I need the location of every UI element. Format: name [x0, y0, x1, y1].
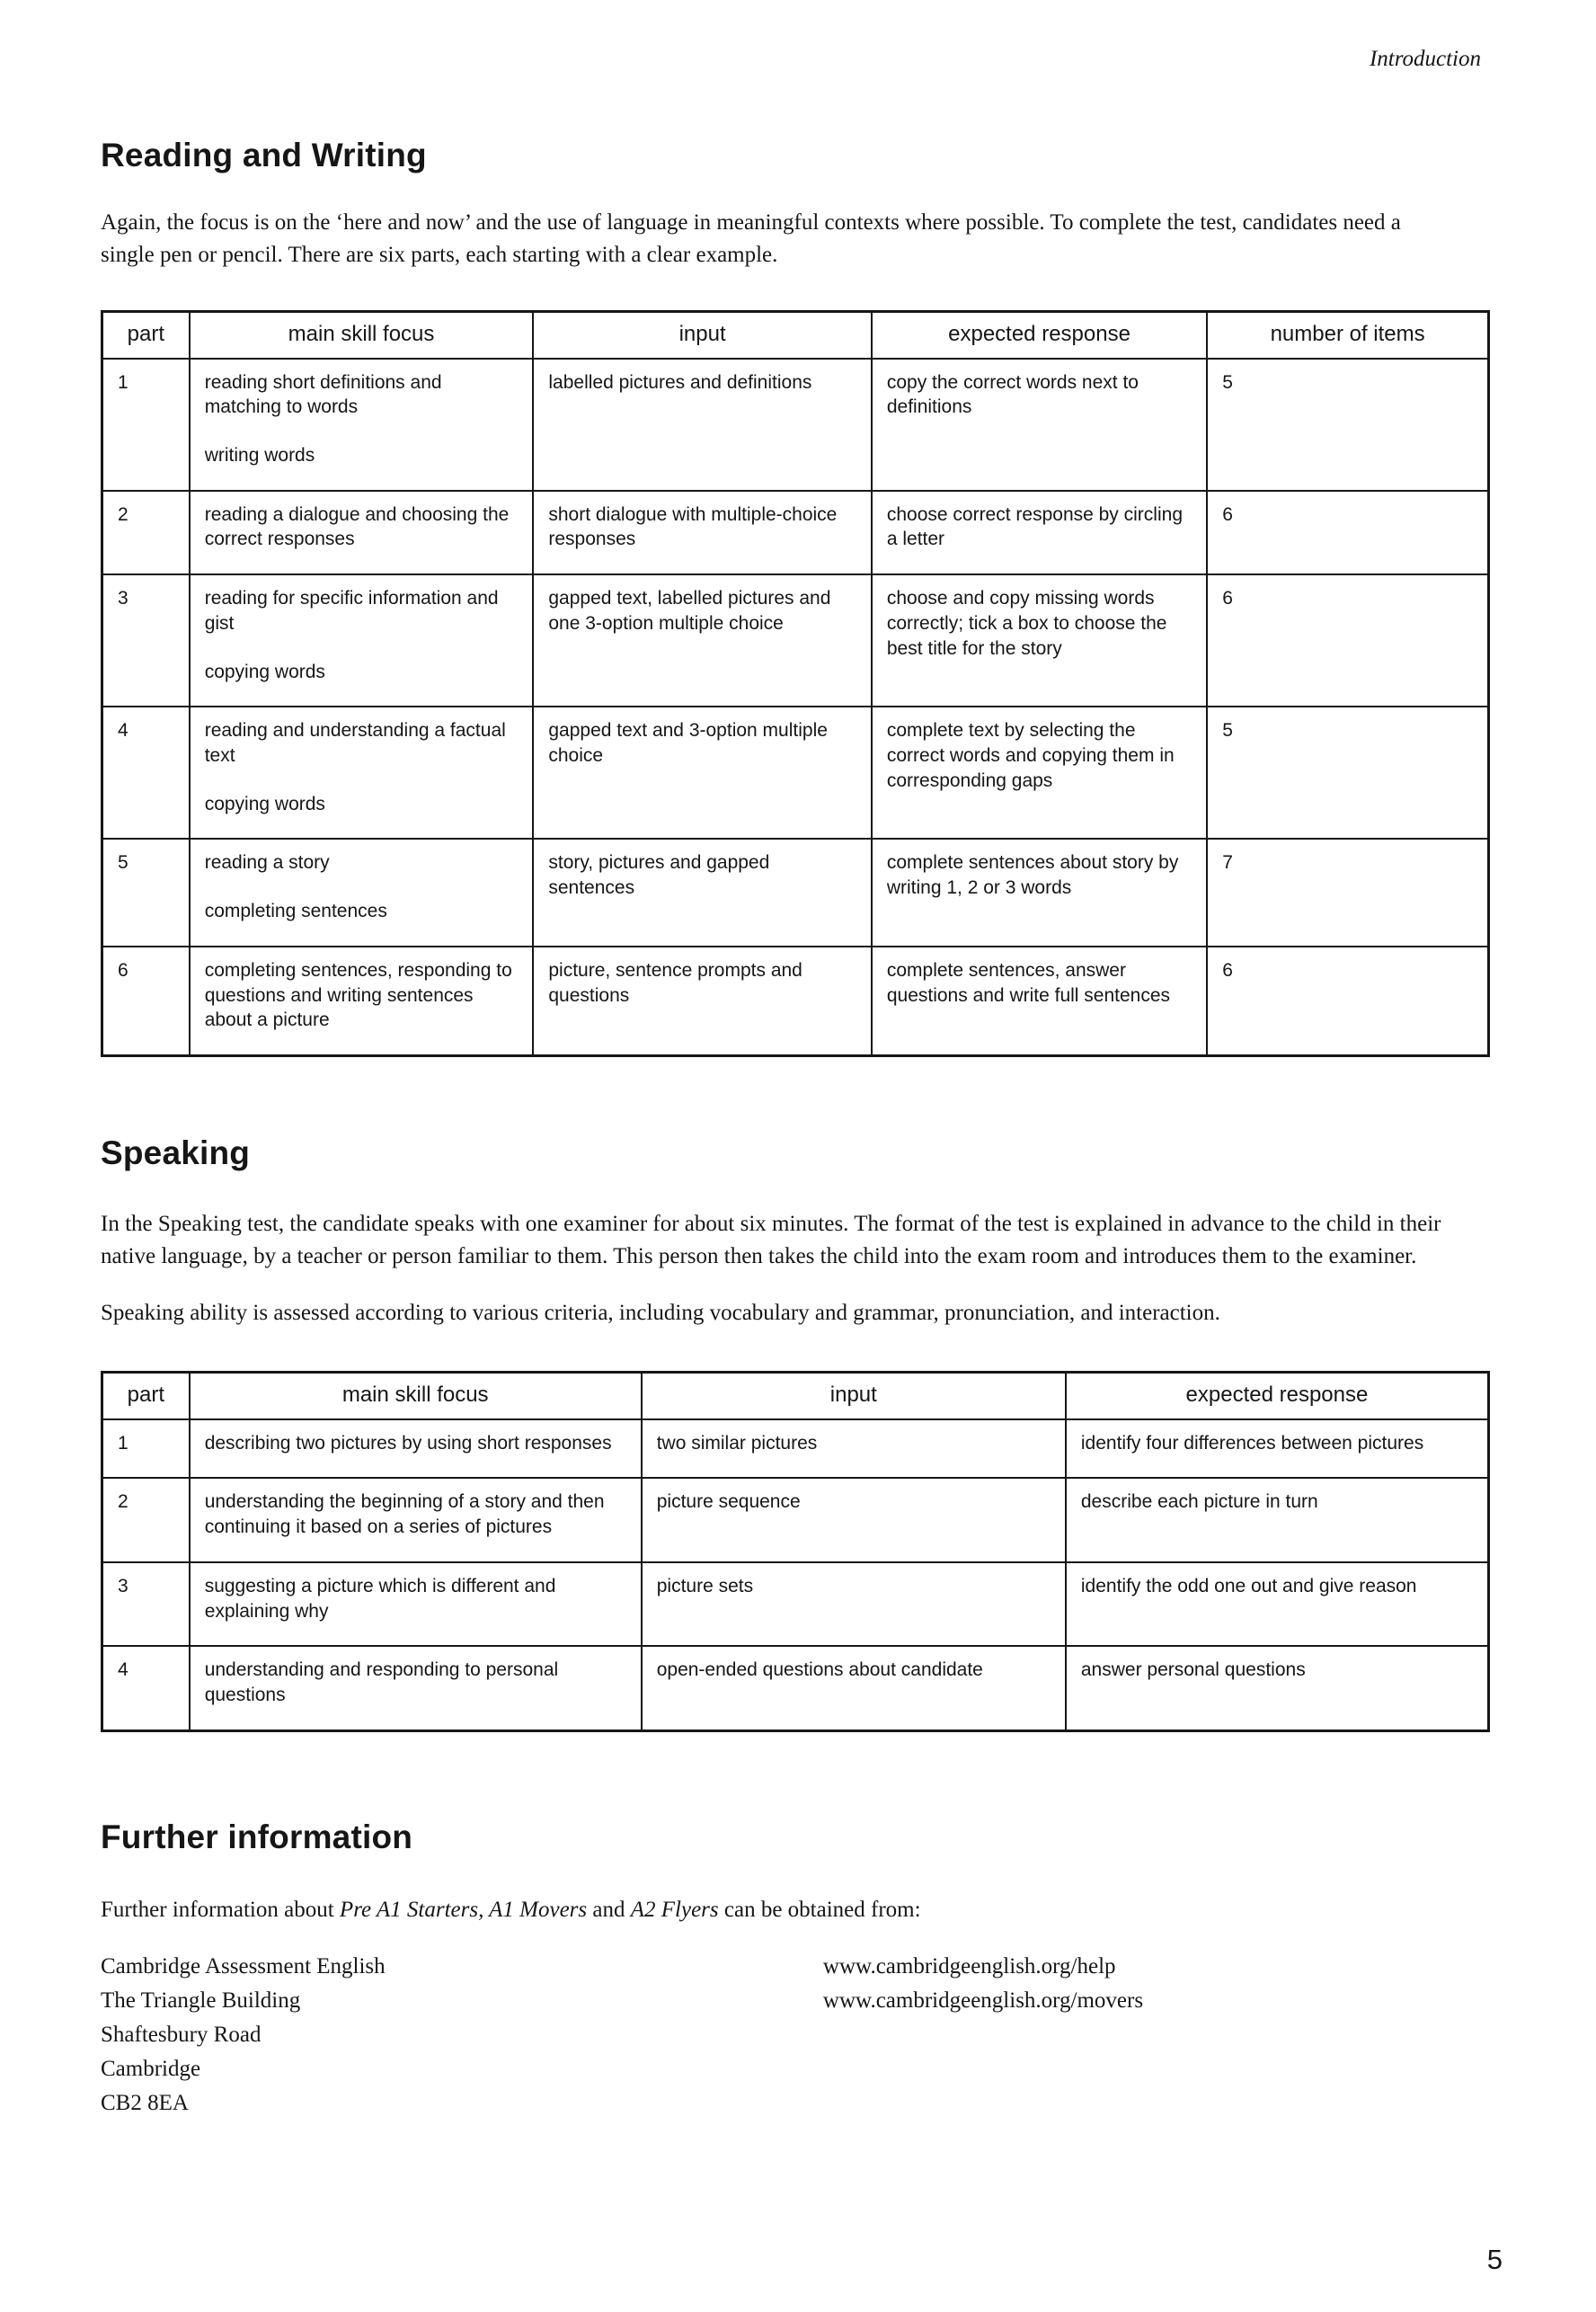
further-intro-text: and [587, 1897, 631, 1922]
cell-items: 6 [1207, 491, 1488, 574]
cell-skill [190, 359, 534, 491]
skill-extra: copying words [204, 661, 325, 682]
contact-columns [101, 1950, 1490, 2121]
cell-skill: suggesting a picture which is different and explaining why [190, 1562, 642, 1646]
cell-input: picture sets [642, 1562, 1066, 1646]
exam-name-starters-movers: Pre A1 Starters, A1 Movers [339, 1897, 588, 1922]
cell-part: 5 [102, 839, 190, 946]
exam-name-flyers: A2 Flyers [630, 1897, 719, 1922]
help-url: www.cambridgeenglish.org/help [822, 1954, 1116, 1979]
col-header-skill: main skill focus [190, 1372, 642, 1419]
further-information-title: Further information [101, 1818, 413, 1855]
skill-main: completing sentences, responding to questions and writing sentences about a picture [204, 959, 512, 1031]
cell-part: 4 [102, 1646, 190, 1730]
cell-skill: describing two pictures by using short responses [190, 1419, 642, 1479]
skill-main: reading short definitions and matching to words [204, 371, 442, 418]
cell-response: complete sentences about story by writing 1, 2 or 3 words [872, 839, 1207, 946]
skill-extra: copying words [204, 793, 325, 814]
skill-main: reading and understanding a factual text [204, 720, 506, 766]
cell-part: 3 [102, 574, 190, 707]
table-row [102, 839, 1489, 946]
cell-response: complete sentences, answer questions and write full sentences [872, 947, 1207, 1056]
cell-response: identify four differences between pictures [1066, 1419, 1489, 1479]
col-header-input: input [533, 311, 871, 359]
col-header-response: expected response [872, 311, 1207, 359]
cell-response: describe each picture in turn [1066, 1478, 1489, 1561]
speaking-title: Speaking [101, 1134, 251, 1171]
cell-response: complete text by selecting the correct words and copying them in corresponding gaps [872, 707, 1207, 839]
cell-items: 5 [1207, 707, 1488, 839]
cell-skill [190, 574, 534, 707]
skill-main: reading a story [204, 852, 330, 874]
cell-response: choose correct response by circling a letter [872, 491, 1207, 574]
col-header-skill: main skill focus [190, 311, 534, 359]
movers-url: www.cambridgeenglish.org/movers [822, 1988, 1144, 2014]
cell-part: 6 [102, 947, 190, 1056]
address-line: Cambridge [101, 2057, 201, 2082]
table-header-row [102, 1372, 1489, 1419]
skill-main: reading a dialogue and choosing the correct responses [204, 503, 510, 550]
cell-part: 4 [102, 707, 190, 839]
page-number: 5 [1486, 2244, 1503, 2275]
cell-input: gapped text, labelled pictures and one 3-option multiple choice [533, 574, 871, 707]
reading-writing-title: Reading and Writing [101, 137, 427, 173]
table-row [102, 574, 1489, 707]
cell-response: identify the odd one out and give reason [1066, 1562, 1489, 1646]
table-row [102, 1646, 1489, 1730]
cell-response: choose and copy missing words correctly; tick a box to choose the best title for the story [872, 574, 1207, 707]
col-header-part: part [102, 1372, 190, 1419]
cell-skill [190, 491, 534, 574]
col-header-response: expected response [1066, 1372, 1489, 1419]
cell-items: 6 [1207, 574, 1488, 707]
reading-writing-table [101, 310, 1490, 1058]
cell-input: labelled pictures and definitions [533, 359, 871, 491]
cell-skill [190, 839, 534, 946]
further-information-intro [101, 1894, 1449, 1926]
cell-response: copy the correct words next to definitions [872, 359, 1207, 491]
url-block [823, 1950, 1143, 2121]
address-line: The Triangle Building [101, 1988, 301, 2014]
table-row [102, 947, 1489, 1056]
cell-items: 6 [1207, 947, 1488, 1056]
skill-extra: writing words [204, 444, 315, 466]
cell-items: 7 [1207, 839, 1488, 946]
skill-main: reading for specific information and gist [204, 588, 499, 634]
running-head: Introduction [1369, 47, 1481, 71]
address-block [101, 1950, 823, 2121]
table-header-row [102, 311, 1489, 359]
table-row [102, 707, 1489, 839]
col-header-items: number of items [1207, 311, 1488, 359]
col-header-part: part [102, 311, 190, 359]
address-line: Shaftesbury Road [101, 2023, 262, 2048]
cell-input: story, pictures and gapped sentences [533, 839, 871, 946]
cell-items: 5 [1207, 359, 1488, 491]
speaking-paragraph-1: In the Speaking test, the candidate speaks with one examiner for about six minutes. The format of the test is explained in advance to the child in their native language, by a teacher or person familiar to them. This person then takes the child into the exam room and introduces them to the examiner. [101, 1212, 1441, 1269]
cell-part: 3 [102, 1562, 190, 1646]
table-row [102, 1562, 1489, 1646]
cell-input: two similar pictures [642, 1419, 1066, 1479]
cell-input: short dialogue with multiple-choice responses [533, 491, 871, 574]
cell-input: gapped text and 3-option multiple choice [533, 707, 871, 839]
table-row [102, 1478, 1489, 1561]
cell-skill [190, 707, 534, 839]
table-row [102, 491, 1489, 574]
cell-input: picture sequence [642, 1478, 1066, 1561]
table-row [102, 359, 1489, 491]
address-line: CB2 8EA [101, 2091, 189, 2116]
cell-part: 1 [102, 359, 190, 491]
cell-response: answer personal questions [1066, 1646, 1489, 1730]
reading-writing-intro: Again, the focus is on the ‘here and now’ and the use of language in meaningful contexts where possible. To complete the test, candidates need a single pen or pencil. There are six parts, each starting with a clear example. [101, 210, 1401, 268]
cell-part: 2 [102, 1478, 190, 1561]
cell-skill [190, 947, 534, 1056]
speaking-table [101, 1371, 1490, 1732]
table-row [102, 1419, 1489, 1479]
further-intro-text: can be obtained from: [718, 1897, 921, 1922]
speaking-paragraph-2: Speaking ability is assessed according to various criteria, including vocabulary and grammar, pronunciation, and interaction. [101, 1300, 1220, 1325]
cell-input: open-ended questions about candidate [642, 1646, 1066, 1730]
cell-part: 1 [102, 1419, 190, 1479]
address-line: Cambridge Assessment English [101, 1954, 386, 1979]
cell-input: picture, sentence prompts and questions [533, 947, 871, 1056]
col-header-input: input [642, 1372, 1066, 1419]
skill-extra: completing sentences [204, 901, 387, 922]
cell-skill: understanding the beginning of a story and then continuing it based on a series of pictures [190, 1478, 642, 1561]
further-intro-text: Further information about [101, 1897, 340, 1922]
cell-skill: understanding and responding to personal questions [190, 1646, 642, 1730]
cell-part: 2 [102, 491, 190, 574]
